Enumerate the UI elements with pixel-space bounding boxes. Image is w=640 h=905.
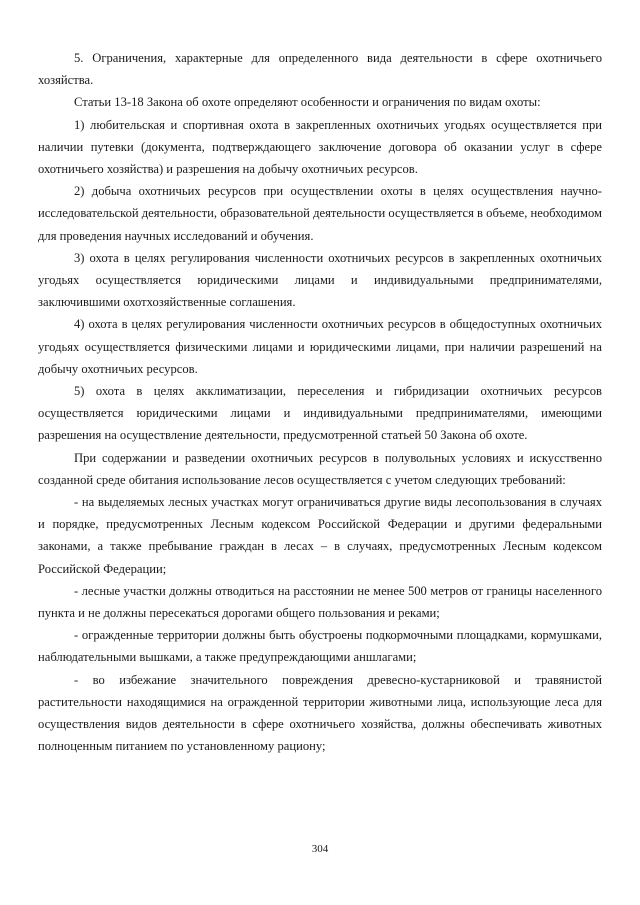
page-number: 304 [311, 843, 329, 855]
paragraph-item-1: 1) любительская и спортивная охота в закрепленных охотничьих угодьях осуществляется при наличии путевки (документа, подтверждающего заключение договора об оказании услуг в сфере охотничьего хозяйства) и разрешения на добычу охотничьих ресурсов. [38, 117, 602, 177]
paragraph-articles-intro: Статьи 13-18 Закона об охоте определяют особенности и ограничения по видам охоты: [74, 95, 541, 110]
paragraph-item-2: 2) добыча охотничьих ресурсов при осуществлении охоты в целях осуществления научно-исследовательской деятельности, образовательной деятельности осуществляется в объеме, необходимом для проведения научных исследований и обучения. [38, 184, 602, 243]
paragraph-requirement-2: - лесные участки должны отводиться на расстоянии не менее 500 метров от границы населенного пункта и не должны пересекаться дорогами общего пользования и реками; [38, 583, 602, 621]
paragraph-requirement-4: - во избежание значительного повреждения древесно-кустарниковой и травянистой растительности находящимися на огражденной территории животными лица, использующие леса для осуществления видов деятельности в сфере охотничьего хозяйства, должны обеспечивать животных полноценным питанием по установленному рациону; [38, 672, 602, 754]
paragraph-requirements-intro: При содержании и разведении охотничьих ресурсов в полувольных условиях и искусственно созданной среде обитания использование лесов осуществляется с учетом следующих требований: [38, 450, 602, 487]
paragraph-restrictions-heading: 5. Ограничения, характерные для определенного вида деятельности в сфере охотничьего хозяйства. [38, 51, 602, 88]
paragraph-requirement-3: - огражденные территории должны быть обустроены подкормочными площадками, кормушками, наблюдательными вышками, а также предупреждающими аншлагами; [38, 628, 602, 665]
paragraph-item-3: 3) охота в целях регулирования численности охотничьих ресурсов в закрепленных охотничьих угодьях осуществляется юридическими лицами и индивидуальными предпринимателями, заключившими охотхозяйственные соглашения. [38, 250, 602, 310]
paragraph-item-5: 5) охота в целях акклиматизации, переселения и гибридизации охотничьих ресурсов осуществляется юридическими лицами и индивидуальными предпринимателями, имеющими разрешения на осуществление деятельности, предусмотренной статьей 50 Закона об охоте. [38, 384, 602, 443]
paragraph-requirement-1: - на выделяемых лесных участках могут ограничиваться другие виды лесопользования в случаях и порядке, предусмотренных Лесным кодексом Российской Федерации и другими федеральными законами, а также пребывание граждан в лесах – в случаях, предусмотренных Лесным кодексом Российской Федерации; [38, 495, 602, 576]
paragraph-item-4: 4) охота в целях регулирования численности охотничьих ресурсов в общедоступных охотничьих угодьях осуществляется физическими лицами и юридическими лицами, при наличии разрешений на добычу охотничьих ресурсов. [38, 317, 602, 376]
document-body [38, 47, 602, 758]
